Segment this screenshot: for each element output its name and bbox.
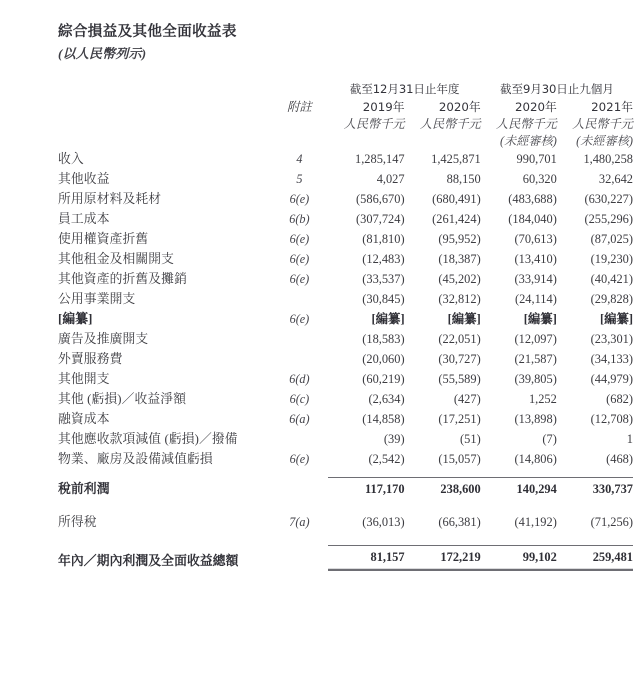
spacer-cell [58,499,270,512]
row-value-col1: (60,219) [362,372,405,386]
header-unaudited-2019 [328,132,404,149]
header-row-unaudited [58,132,633,149]
row-value-col4: (44,979) [590,372,633,386]
row-value-col2: (22,051) [438,332,481,346]
row-note-reference: 6(e) [289,272,310,286]
row-value-col1: 1,285,147 [355,152,405,166]
row-label: 所得稅 [58,515,97,529]
header-year-2019: 2019年 [362,100,405,114]
row-value-col2: (680,491) [432,192,481,206]
table-row [58,229,633,249]
table-row [58,389,633,409]
row-value-col3: (70,613) [514,232,557,246]
table-row [58,329,633,349]
row-note-reference [270,349,328,369]
row-note-reference [270,546,328,571]
row-value-col1: (30,845) [362,292,405,306]
row-value-col4: (468) [606,452,633,466]
row-value-col4: (40,421) [590,272,633,286]
row-label: 其他租金及相關開支 [58,252,175,266]
spacer-cell [270,532,328,546]
row-label: [編纂] [58,312,93,326]
spacer-cell [481,532,557,546]
row-value-col2: 88,150 [446,172,481,186]
row-value-col2: 1,425,871 [431,152,481,166]
row-note-reference [270,329,328,349]
row-value-col2: (45,202) [438,272,481,286]
page-subtitle: (以人民幣列示) [58,46,147,61]
row-label: 公用事業開支 [58,292,136,306]
header-row-span [58,81,633,97]
row-value-col3: 990,701 [516,152,557,166]
row-value-col2: [編纂] [447,312,481,326]
row-note-reference: 5 [296,172,303,186]
header-unaudited-blank-note [270,132,328,149]
row-note-reference: 6(b) [289,212,310,226]
row-note-reference: 7(a) [289,515,310,529]
row-value-col4: (682) [606,392,633,406]
row-value-col2: (95,952) [438,232,481,246]
header-span-annual: 截至12月31日止年度 [349,82,460,96]
row-value-col3: (24,114) [514,292,557,306]
header-span-nine-months: 截至9月30日止九個月 [499,82,614,96]
row-value-col3: 140,294 [481,478,557,500]
spacer-cell [328,499,404,512]
spacer-cell [557,532,633,546]
row-value-col2: (15,057) [438,452,481,466]
row-value-col3: (12,097) [514,332,557,346]
row-value-col1: 4,027 [376,172,405,186]
table-row [58,349,633,369]
row-value-col2: 172,219 [405,546,481,571]
spacer-cell [557,469,633,478]
table-row [58,409,633,429]
row-value-col4: [編纂] [599,312,633,326]
header-unit-2020-annual: 人民幣千元 [419,117,481,131]
spacer-cell [481,469,557,478]
header-year-2021-interim: 2021年 [591,100,633,114]
row-label: 使用權資產折舊 [58,232,149,246]
row-value-col4: (29,828) [590,292,633,306]
page-title: 綜合損益及其他全面收益表 [58,24,237,40]
row-label: 收入 [58,152,84,166]
row-label: 物業、廠房及設備減值虧損 [58,452,213,466]
spacer-cell [405,532,481,546]
spacer-after-subtotal [58,499,633,512]
row-value-col4: (255,296) [584,212,633,226]
row-label: 其他開支 [58,372,110,386]
row-label: 融資成本 [58,412,110,426]
row-value-col3: (41,192) [514,515,557,529]
header-unaudited-blank [58,132,270,149]
row-label: 稅前利潤 [58,482,110,496]
table-row [58,269,633,289]
table-row [58,249,633,269]
row-value-col3: (13,410) [514,252,557,266]
row-label: 所用原材料及耗材 [58,192,162,206]
table-row [58,369,633,389]
row-value-col2: 238,600 [405,478,481,500]
row-value-col4: 330,737 [557,478,633,500]
row-value-col4: (71,256) [590,515,633,529]
row-value-col2: (17,251) [438,412,481,426]
header-year-blank [58,97,270,115]
row-note-reference [270,429,328,449]
row-value-col4: (19,230) [590,252,633,266]
row-value-col4: 259,481 [557,546,633,571]
row-value-col1: (20,060) [362,352,405,366]
spacer-cell [270,499,328,512]
row-note-reference: 6(c) [289,392,310,406]
header-unaudited-2020-annual [405,132,481,149]
row-value-col1: (36,013) [362,515,405,529]
row-value-col3: (483,688) [508,192,557,206]
table-header [58,81,633,149]
row-value-col2: (261,424) [432,212,481,226]
row-note-reference: 4 [296,152,303,166]
row-value-col2: (30,727) [438,352,481,366]
row-note-reference: 6(e) [289,452,310,466]
header-span-blank-note [270,81,328,97]
row-label: 外賣服務費 [58,352,123,366]
row-label: 其他應收款項減值 (虧損)／撥備 [58,432,238,446]
row-value-col1: (12,483) [362,252,405,266]
row-note-reference: 6(e) [289,192,310,206]
header-unaudited-2020-interim: (未經審核) [499,134,557,148]
row-value-col2: (51) [460,432,481,446]
header-year-2020-interim: 2020年 [515,100,557,114]
row-value-col1: (2,634) [368,392,405,406]
row-value-col3: (14,806) [514,452,557,466]
row-value-col3: 1,252 [528,392,557,406]
row-value-col4: (34,133) [590,352,633,366]
row-value-col3: 99,102 [481,546,557,571]
table-row [58,169,633,189]
spacer-before-subtotal [58,469,633,478]
row-value-col1: (81,810) [362,232,405,246]
row-label: 其他資產的折舊及攤銷 [58,272,187,286]
header-unit-blank-note [270,115,328,132]
row-value-col2: (18,387) [438,252,481,266]
row-value-col2: (427) [453,392,481,406]
row-label: 其他收益 [58,172,110,186]
row-value-col3: 60,320 [522,172,557,186]
row-note-reference: 6(d) [289,372,310,386]
row-value-col4: (12,708) [590,412,633,426]
row-value-col4: 1 [626,432,633,446]
row-value-col1: [編纂] [371,312,405,326]
header-unit-blank [58,115,270,132]
row-value-col1: (39) [383,432,405,446]
row-label: 廣告及推廣開支 [58,332,149,346]
tax-row [58,512,633,532]
header-unaudited-2021-interim: (未經審核) [576,134,633,148]
row-value-col3: (13,898) [514,412,557,426]
income-statement-table [58,81,633,571]
spacer-cell [58,532,270,546]
row-label: 年內／期內利潤及全面收益總額 [58,553,239,568]
row-note-reference [270,478,328,500]
spacer-before-total [58,532,633,546]
row-value-col1: 81,157 [328,546,404,571]
row-value-col4: (87,025) [590,232,633,246]
row-value-col2: (66,381) [438,515,481,529]
table-row [58,309,633,329]
table-body [58,149,633,571]
spacer-cell [328,532,404,546]
row-value-col3: (21,587) [514,352,557,366]
row-label: 員工成本 [58,212,110,226]
row-value-col1: (2,542) [368,452,405,466]
table-row [58,449,633,469]
spacer-cell [557,499,633,512]
row-note-reference: 6(e) [289,252,310,266]
row-note-reference: 6(e) [289,312,310,326]
row-value-col1: (586,670) [356,192,405,206]
header-unit-2019: 人民幣千元 [343,117,405,131]
spacer-cell [270,469,328,478]
row-value-col1: (18,583) [362,332,405,346]
row-value-col2: (32,812) [438,292,481,306]
row-value-col1: (33,537) [362,272,405,286]
row-value-col4: 1,480,258 [583,152,633,166]
row-value-col3: (7) [542,432,557,446]
spacer-cell [405,469,481,478]
row-value-col1: 117,170 [328,478,404,500]
table-row [58,429,633,449]
row-value-col3: (184,040) [508,212,557,226]
spacer-cell [405,499,481,512]
row-value-col2: (55,589) [438,372,481,386]
spacer-cell [58,469,270,478]
row-value-col3: [編纂] [523,312,557,326]
row-value-col4: (23,301) [590,332,633,346]
spacer-cell [481,499,557,512]
table-row [58,189,633,209]
header-year-2020-annual: 2020年 [438,100,481,114]
header-unit-2020-interim: 人民幣千元 [495,117,557,131]
header-note-label: 附註 [287,100,312,114]
row-note-reference [270,289,328,309]
header-unit-2021-interim: 人民幣千元 [572,117,633,131]
row-value-col4: (630,227) [584,192,633,206]
header-row-year [58,97,633,115]
header-row-unit [58,115,633,132]
total-row-profit-and-comprehensive-income [58,546,633,571]
table-row [58,209,633,229]
header-span-blank [58,81,270,97]
row-note-reference: 6(a) [289,412,310,426]
row-note-reference: 6(e) [289,232,310,246]
table-row [58,289,633,309]
table-row [58,149,633,169]
row-value-col4: 32,642 [598,172,633,186]
row-value-col3: (39,805) [514,372,557,386]
row-value-col1: (307,724) [356,212,405,226]
row-value-col3: (33,914) [514,272,557,286]
spacer-cell [328,469,404,478]
row-label: 其他 (虧損)／收益淨額 [58,392,187,406]
subtotal-row-profit-before-tax [58,478,633,500]
row-value-col1: (14,858) [362,412,405,426]
